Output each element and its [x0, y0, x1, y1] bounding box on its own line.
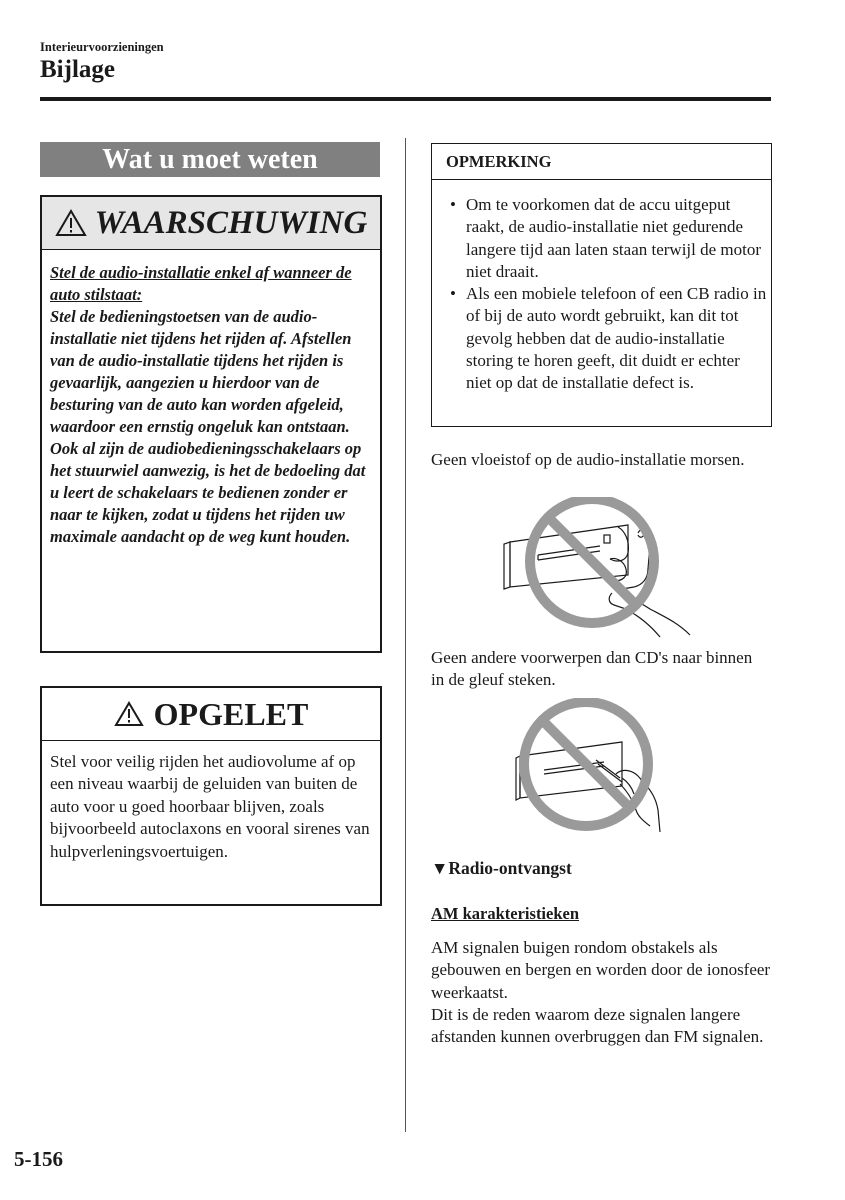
warning-header: [42, 197, 380, 250]
caution-box: [40, 686, 382, 906]
note-box: [431, 143, 772, 427]
warning-paragraph-2: Ook al zijn de audiobedieningsschakelaars op het stuurwiel aanwezig, is het de bedoeling dat u leert de schakelaars te bedienen zonder er naar te kijken, zodat u tijdens het rijden uw maximale aandacht op de weg kunt houden.: [50, 439, 366, 546]
triangle-down-icon: ▼: [431, 858, 449, 878]
no-objects-illustration: [510, 698, 680, 838]
no-liquid-illustration: [500, 497, 700, 642]
radio-heading-text: Radio-ontvangst: [448, 858, 572, 878]
page-number: 5-156: [14, 1147, 63, 1171]
caution-paragraph: Stel voor veilig rijden het audiovolume af op een niveau waarbij de geluiden van buiten de auto voor u goed hoorbaar blijven, zoals bijvoorbeeld autoclaxons en vooral sirenes van hulpverleningsvoertuigen.: [50, 752, 370, 861]
caution-title: OPGELET: [153, 695, 309, 732]
column-divider: [405, 138, 406, 1132]
section-banner: Wat u moet weten: [40, 142, 380, 177]
note-item-2: • Als een mobiele telefoon of een CB radio in of bij de auto wordt gebruikt, kan dit tot gevolg hebben dat de audio-installatie storing te horen geeft, dit duidt er echter niet op dat de installatie defect is.: [432, 283, 771, 394]
header-rule: [40, 97, 771, 101]
caution-header: [42, 688, 380, 741]
am-heading: AM karakteristieken: [431, 904, 580, 923]
objects-warning-text: Geen andere voorwerpen dan CD's naar binnen in de gleuf steken.: [431, 648, 753, 690]
page-title: Bijlage: [40, 56, 115, 83]
radio-reception-heading: [431, 858, 572, 879]
warning-paragraph-1: Stel de bedieningstoetsen van de audio-installatie niet tijdens het rijden af. Afstellen van de audio-installatie tijdens het rijden is gevaarlijk, aangezien u hierdoor van de besturing van de auto kan worden afgeleid, waardoor een ernstig ongeluk kan ontstaan.: [50, 307, 352, 436]
caution-body: [42, 741, 380, 873]
warning-title: WAARSCHUWING: [94, 204, 368, 241]
liquid-warning-text: Geen vloeistof op de audio-installatie morsen.: [431, 450, 745, 469]
warning-box: [40, 195, 382, 653]
warning-heading: Stel de audio-installatie enkel af wanneer de auto stilstaat:: [50, 263, 352, 304]
am-paragraph-2: Dit is de reden waarom deze signalen langere afstanden kunnen overbruggen dan FM signalen.: [431, 1005, 764, 1047]
section-label: Interieurvoorzieningen: [40, 40, 164, 54]
caution-triangle-icon: [114, 701, 144, 727]
warning-triangle-icon: [55, 209, 87, 237]
note-item-1: • Om te voorkomen dat de accu uitgeput raakt, de audio-installatie niet gedurende langere tijd aan laten staan terwijl de motor niet draait.: [432, 194, 771, 283]
am-paragraph-1: AM signalen buigen rondom obstakels als gebouwen en bergen en worden door de ionosfeer weerkaatst.: [431, 938, 771, 1002]
note-list: [432, 194, 771, 395]
warning-body: [42, 250, 380, 548]
note-title: OPMERKING: [432, 144, 771, 180]
